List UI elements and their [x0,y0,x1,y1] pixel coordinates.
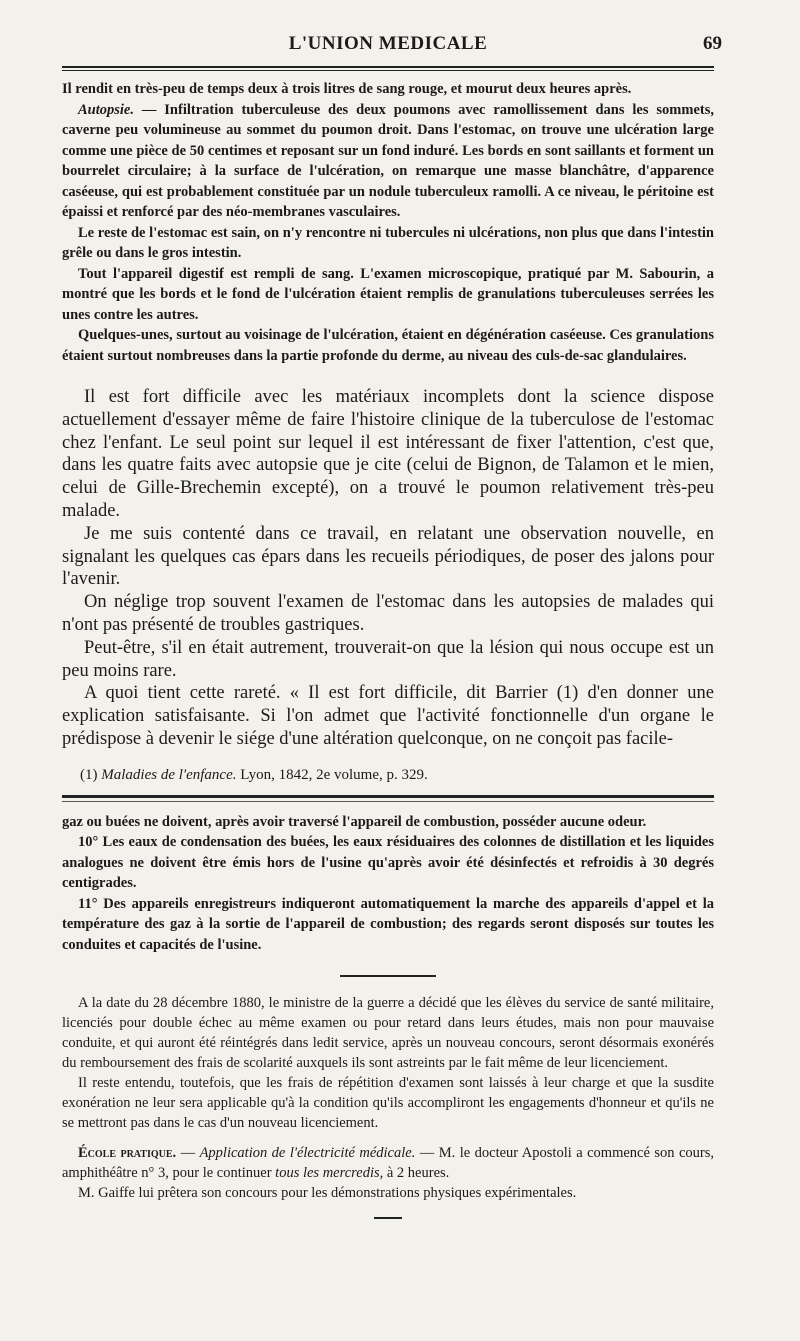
regulations-section [62,812,714,956]
discussion-paragraph: Peut-être, s'il en était autrement, trouverait-on que la lésion qui nous occupe est un peu moins rare. [62,637,714,681]
notice-paragraph: A la date du 28 décembre 1880, le ministre de la guerre a décidé que les élèves du service de santé militaire, licenciés pour double échec au même examen ou pour retard dans leurs études, mais non pour mauvaise conduite, et qui auront été réintégrés dans ledit service, après un nouveau concours, seront désormais exonérés du remboursement des frais de scolarité auxquels ils sont astreints par le fait même de leur licenciement. [62,995,714,1072]
header-rule [62,66,714,71]
regulation-item-11: 11° Des appareils enregistreurs indiqueront automatiquement la marche des appareils d'appel et la température des gaz à la sortie de l'appareil de combustion; des regards seront disposés sur toutes les conduites et capacités de l'usine. [62,895,714,953]
news-section [62,993,714,1203]
case-report-section [62,79,714,366]
discussion-paragraph: Je me suis contenté dans ce travail, en relatant une observation nouvelle, en signalant les quelques cas épars dans les recueils périodiques, de poser des jalons pour l'avenir. [62,523,714,590]
short-divider [340,975,436,977]
section-separator [62,795,714,802]
page-header [62,30,722,60]
ecole-pratique-paragraph: École pratique. — Application de l'électricité médicale. — M. le docteur Apostoli a commencé son cours, amphithéâtre n° 3, pour le continuer tous les mercredis, à 2 heures. [62,1145,714,1182]
notice-paragraph: M. Gaiffe lui prêtera son concours pour les démonstrations physiques expérimentales. [78,1185,577,1202]
case-report-paragraph: Quelques-unes, surtout au voisinage de l'ulcération, étaient en dégénération caséeuse. Ces granulations étaient surtout nombreuses dans la partie profonde du derme, au niveau des culs-de-sac glandulaires. [62,327,714,364]
autopsy-label: Autopsie. [78,101,134,118]
discussion-paragraph: On néglige trop souvent l'examen de l'estomac dans les autopsies de malades qui n'ont pas présenté de troubles gastriques. [62,592,714,635]
ecole-label: École pratique. [78,1145,177,1162]
page-number: 69 [703,33,722,54]
footnote [62,765,714,785]
case-report-paragraph: Le reste de l'estomac est sain, on n'y rencontre ni tubercules ni ulcérations, non plus que dans l'intestin grêle ou dans le gros intestin. [62,224,714,261]
case-report-paragraph: Il rendit en très-peu de temps deux à trois litres de sang rouge, et mourut deux heures après. [62,81,632,97]
footnote-reference: Lyon, 1842, 2e volume, p. 329. [236,766,428,783]
discussion-section [62,386,714,751]
footnote-marker: (1) [80,766,98,783]
ecole-title: Application de l'électricité médicale. [199,1145,416,1162]
footnote-title: Maladies de l'enfance. [101,766,237,783]
case-report-paragraph: Tout l'appareil digestif est rempli de sang. L'examen microscopique, pratiqué par M. Sabourin, a montré que les bords et le fond de l'ulcération étaient remplis de granulations tuberculeuses serrées les unes contre les autres. [62,265,714,323]
running-title: L'UNION MEDICALE [288,33,488,54]
ecole-days: tous les mercredis, [275,1165,384,1182]
regulation-paragraph: gaz ou buées ne doivent, après avoir traversé l'appareil de combustion, posséder aucune odeur. [62,813,647,830]
notice-paragraph: Il reste entendu, toutefois, que les frais de répétition d'examen sont laissés à leur charge et que la susdite exonération ne leur sera applicable qu'à la condition qu'ils accompliront les engagements d'honneur et qu'ils ne se mettront pas dans le cas d'un nouveau licenciement. [62,1075,714,1132]
discussion-paragraph: Il est fort difficile avec les matériaux incomplets dont la science dispose actuellement d'essayer même de faire l'histoire clinique de la tuberculose de l'estomac chez l'enfant. Le seul point sur lequel il est intéressant de fixer l'attention, c'est que, dans les quatre faits avec autopsie que je cite (celui de Bignon, de Talamon et le mien, celui de Gille-Brechemin excepté), on a trouvé le poumon relativement très-peu malade. [62,387,714,521]
end-divider [374,1217,402,1219]
discussion-paragraph: A quoi tient cette rareté. « Il est fort difficile, dit Barrier (1) d'en donner une explication satisfaisante. Si l'on admet que l'activité fonctionnelle d'un organe le prédispose à devenir le siége d'une altération quelconque, on ne conçoit pas facile- [62,683,714,749]
regulation-item-10: 10° Les eaux de condensation des buées, les eaux résiduaires des colonnes de distillation et les liquides analogues ne doivent être émis hors de l'usine qu'après avoir été désinfectés et refroidis à 30 degrés centigrades. [62,834,714,892]
autopsy-paragraph [62,100,714,223]
autopsy-text: — Infiltration tuberculeuse des deux poumons avec ramollissement dans les sommets, caverne peu volumineuse au sommet du poumon droit. Dans l'estomac, on trouve une ulcération large comme une pièce de 50 centimes et reposant sur un fond induré. Les bords en sont saillants et forment un bourrelet circulaire; à la surface de l'ulcération, on remarque une masse blanchâtre, d'apparence caséeuse, qui est probablement constituée par un nodule tuberculeux ramolli. A ce niveau, le péritoine est épaissi et renforcé par des néo-membranes vasculaires. [62,101,714,220]
